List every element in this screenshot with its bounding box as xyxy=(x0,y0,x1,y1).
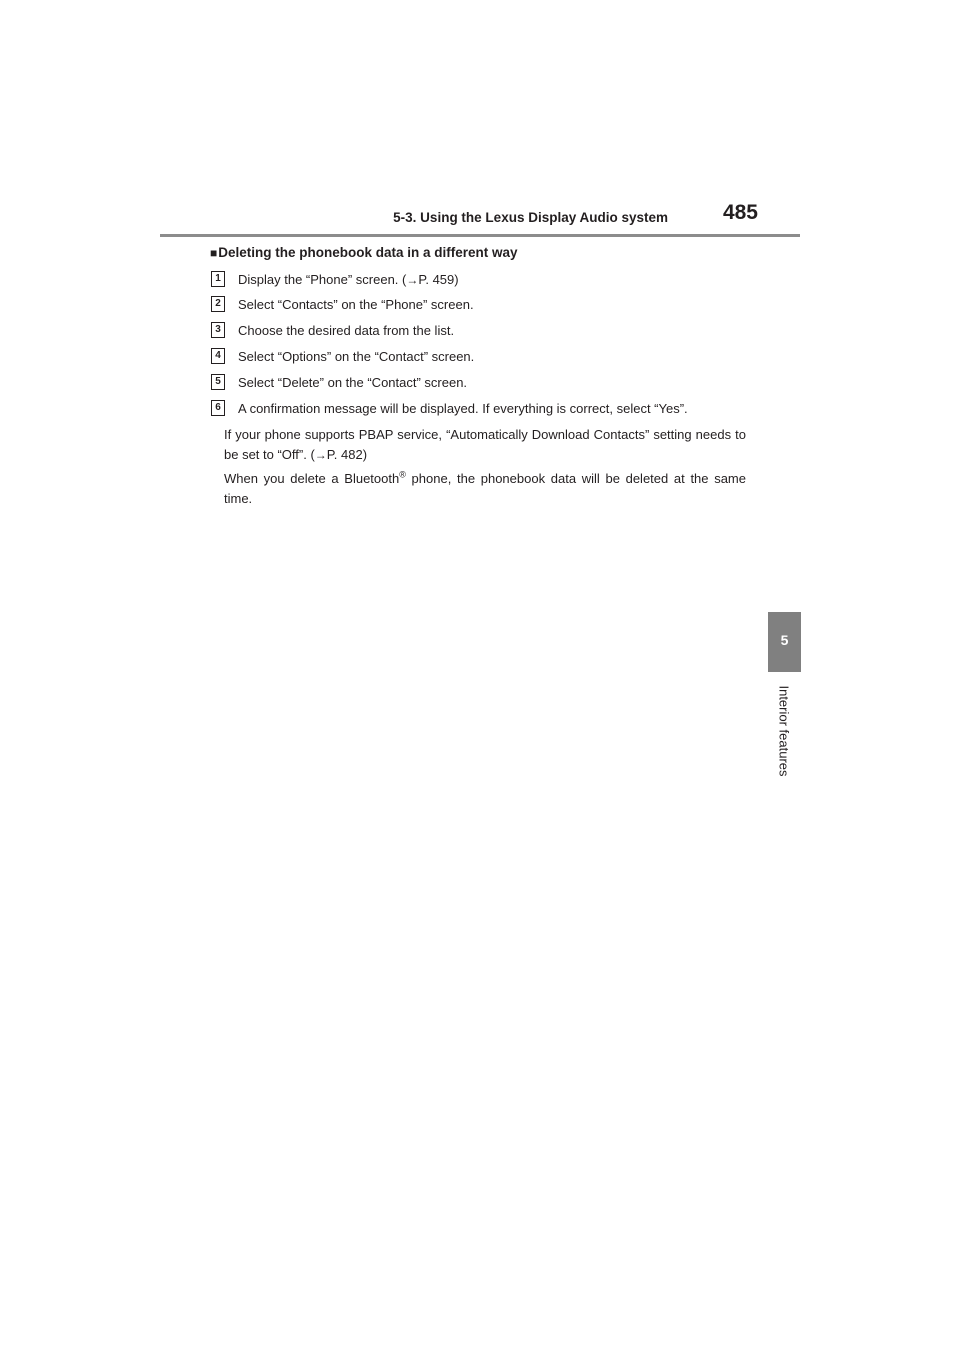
page-number: 485 xyxy=(722,201,758,224)
registered-mark: ® xyxy=(399,469,406,480)
note-text: If your phone supports PBAP service, “Automatically Download Contacts” setting needs to be set to “Off”. ( xyxy=(224,427,746,462)
section-heading-text: Deleting the phonebook data in a different way xyxy=(218,245,518,260)
note-text: When you delete a Bluetooth xyxy=(224,471,400,486)
note-pbap xyxy=(224,425,746,465)
step-text: Select “Delete” on the “Contact” screen. xyxy=(238,375,468,390)
step-number-badge: 6 xyxy=(211,400,225,416)
header-section-title: 5-3. Using the Lexus Display Audio system xyxy=(393,210,668,225)
step-number-badge: 1 xyxy=(211,271,225,287)
step-text-part: Display the “Phone” screen. ( xyxy=(238,272,407,287)
step-number-badge: 3 xyxy=(211,322,225,338)
square-bullet-icon: ■ xyxy=(210,246,218,260)
step-text: A confirmation message will be displayed. If everything is correct, select “Yes”. xyxy=(238,401,688,416)
step-text: Choose the desired data from the list. xyxy=(238,323,455,338)
step-number-badge: 4 xyxy=(211,348,225,364)
chapter-tab: 5 xyxy=(768,612,801,672)
step-text: Select “Contacts” on the “Phone” screen. xyxy=(238,297,474,312)
page-reference: P. 482) xyxy=(326,447,368,462)
arrow-right-icon: → xyxy=(314,448,327,462)
note-bluetooth xyxy=(224,469,746,509)
arrow-right-icon: → xyxy=(406,273,419,287)
note-text: phone, the phonebook data will be deleted at the same time. xyxy=(224,471,746,506)
page-reference: P. 459) xyxy=(418,272,459,287)
step-text xyxy=(238,272,459,287)
step-number-badge: 2 xyxy=(211,296,225,312)
step-number-badge: 5 xyxy=(211,374,225,390)
step-text: Select “Options” on the “Contact” screen. xyxy=(238,349,475,364)
page-header xyxy=(160,200,800,237)
section-heading xyxy=(210,245,518,260)
chapter-title: Interior features xyxy=(776,685,792,777)
